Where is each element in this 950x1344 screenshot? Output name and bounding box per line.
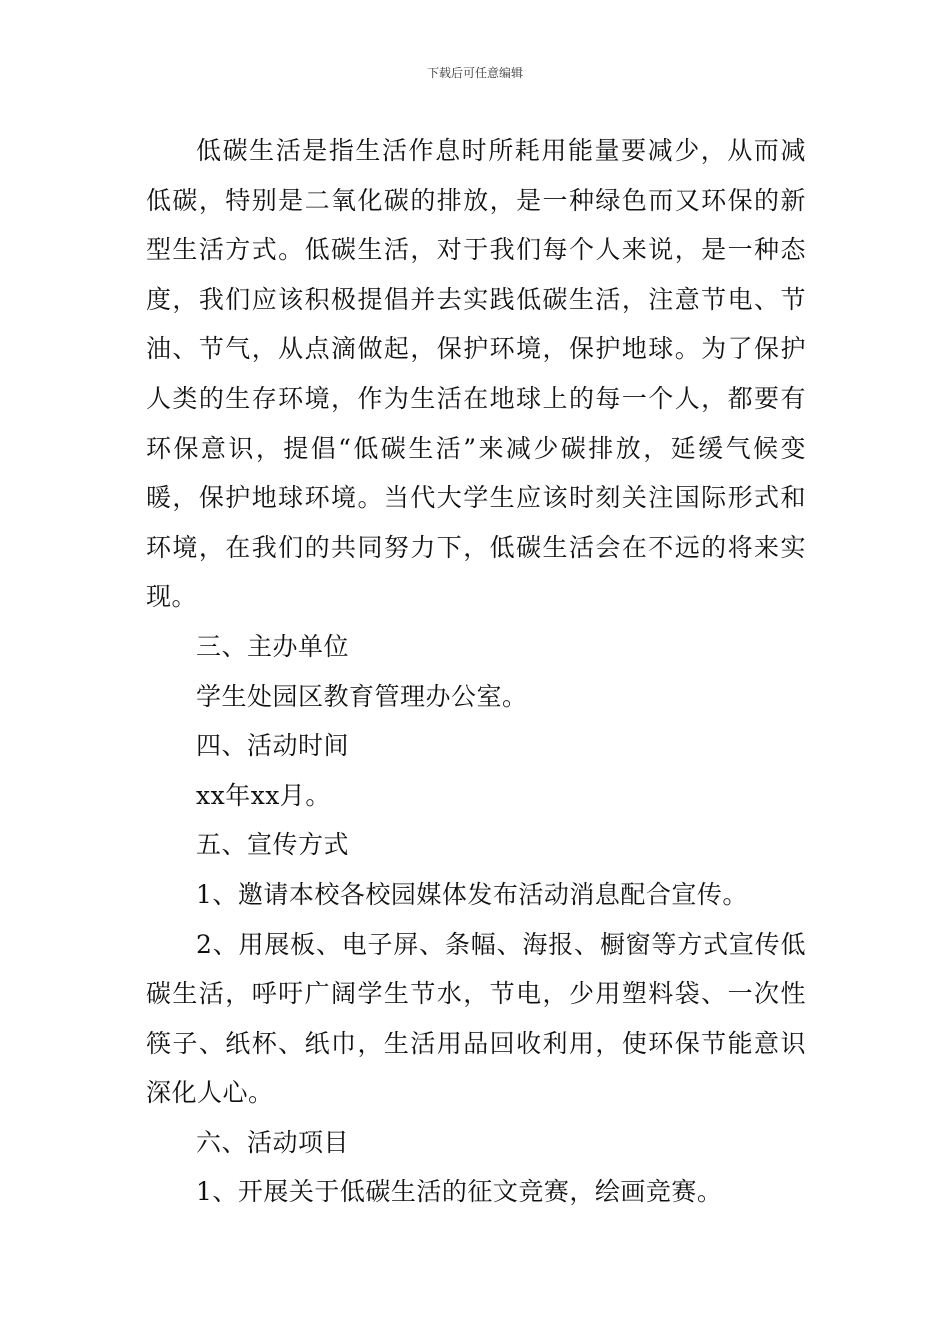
section-heading-projects: 六、活动项目	[196, 1127, 350, 1157]
publicity-item-1: 1、邀请本校各校园媒体发布活动消息配合宣传。	[196, 879, 748, 909]
organizer-text: 学生处园区教育管理办公室。	[196, 681, 528, 711]
section-heading-publicity: 五、宣传方式	[196, 830, 350, 860]
section-heading-organizer: 三、主办单位	[196, 631, 350, 661]
time-text: xx年xx月。	[196, 780, 331, 810]
intro-paragraph: 低碳生活是指生活作息时所耗用能量要减少，从而减低碳，特别是二氧化碳的排放，是一种绿色而又环保的新型生活方式。低碳生活，对于我们每个人来说，是一种态度，我们应该积极提倡并去实践低碳生活，注意节电、节油、节气，从点滴做起，保护环境，保护地球。为了保护人类的生存环境，作为生活在地球上的每一个人，都要有环保意识，提倡“低碳生活”来减少碳排放，延缓气候变暖，保护地球环境。当代大学生应该时刻关注国际形式和环境，在我们的共同努力下，低碳生活会在不远的将来实现。	[146, 136, 806, 612]
section-heading-time: 四、活动时间	[196, 731, 350, 761]
page-header: 下载后可任意编辑	[426, 66, 523, 80]
project-item-1: 1、开展关于低碳生活的征文竞赛，绘画竞赛。	[196, 1177, 723, 1207]
document-body	[146, 126, 806, 1217]
publicity-item-2: 2、用展板、电子屏、条幅、海报、橱窗等方式宣传低碳生活，呼吁广阔学生节水，节电，少用塑料袋、一次性筷子、纸杯、纸巾，生活用品回收利用，使环保节能意识深化人心。	[146, 929, 806, 1108]
